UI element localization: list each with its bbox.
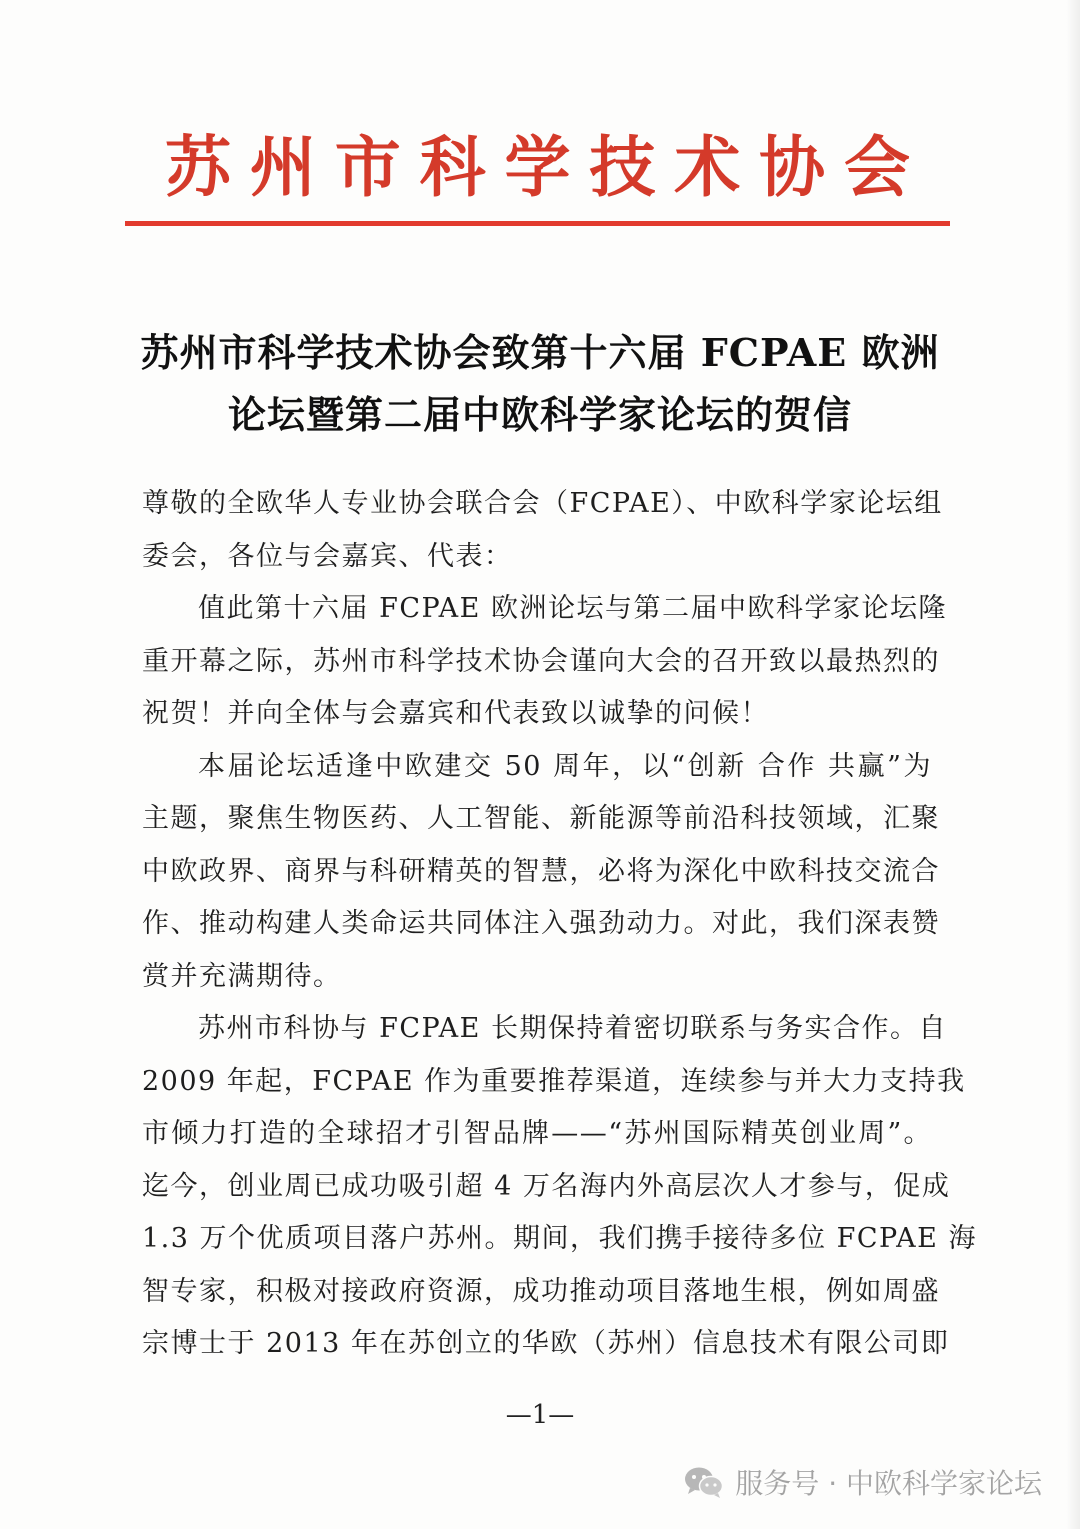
document-title [140,322,940,446]
body-line: 委会，各位与会嘉宾、代表： [142,540,513,572]
body-line: 赏并充满期待。 [142,960,342,992]
body-line: 苏州市科协与 FCPAE 长期保持着密切联系与务实合作。自 [198,1013,947,1044]
body-line: 智专家，积极对接政府资源，成功推动项目落地生根，例如周盛 [142,1275,940,1307]
body-line: 作、推动构建人类命运共同体注入强劲动力。对此，我们深表赞 [142,908,940,939]
letterhead-char: 协 [759,129,826,206]
page-number: —1— [505,1400,575,1430]
body-line: 值此第十六届 FCPAE 欧洲论坛与第二届中欧科学家论坛隆 [198,593,947,624]
body-line: 中欧政界、商界与科研精英的智慧，必将为深化中欧科技交流合 [142,855,940,887]
letterhead-char: 科 [419,129,486,206]
body-line: 迄今，创业周已成功吸引超 4 万名海内外高层次人才参与，促成 [142,1170,951,1202]
body-line: 尊敬的全欧华人专业协会联合会（FCPAE）、中欧科学家论坛组 [142,488,943,519]
body-line: 重开幕之际，苏州市科学技术协会谨向大会的召开致以最热烈的 [142,645,940,677]
letterhead-char: 市 [334,129,401,206]
letterhead-char: 苏 [165,129,231,206]
body-line: 1.3 万个优质项目落户苏州。期间，我们携手接待多位 FCPAE 海 [142,1223,977,1254]
page-edge-shadow [1066,0,1080,1529]
letterhead-title [125,118,950,218]
body-line: 本届论坛适逢中欧建交 50 周年，以“创新 合作 共赢”为 [198,750,932,782]
letterhead-red-rule [125,221,950,226]
body-line: 主题，聚焦生物医药、人工智能、新能源等前沿科技领域，汇聚 [142,803,940,834]
wechat-icon [683,1464,725,1500]
document-title-line-2: 论坛暨第二届中欧科学家论坛的贺信 [227,392,852,437]
body-line: 市倾力打造的全球招才引智品牌——“苏州国际精英创业周”。 [142,1118,932,1149]
letterhead-char: 州 [249,129,316,206]
letterhead-char: 会 [844,129,910,206]
wechat-watermark [683,1462,1042,1502]
body-line: 祝贺！并向全体与会嘉宾和代表致以诚挚的问候！ [142,698,769,729]
letterhead-char: 术 [674,129,741,206]
letterhead-char: 技 [589,129,656,206]
body-line: 2009 年起，FCPAE 作为重要推荐渠道，连续参与并大力支持我 [142,1065,966,1097]
letterhead-char: 学 [504,129,571,206]
body-line: 宗博士于 2013 年在苏创立的华欧（苏州）信息技术有限公司即 [142,1328,950,1359]
document-title-line-1: 苏州市科学技术协会致第十六届 FCPAE 欧洲 [140,330,940,375]
letter-body [142,478,977,1371]
watermark-text: 服务号 · 中欧科学家论坛 [735,1467,1042,1500]
